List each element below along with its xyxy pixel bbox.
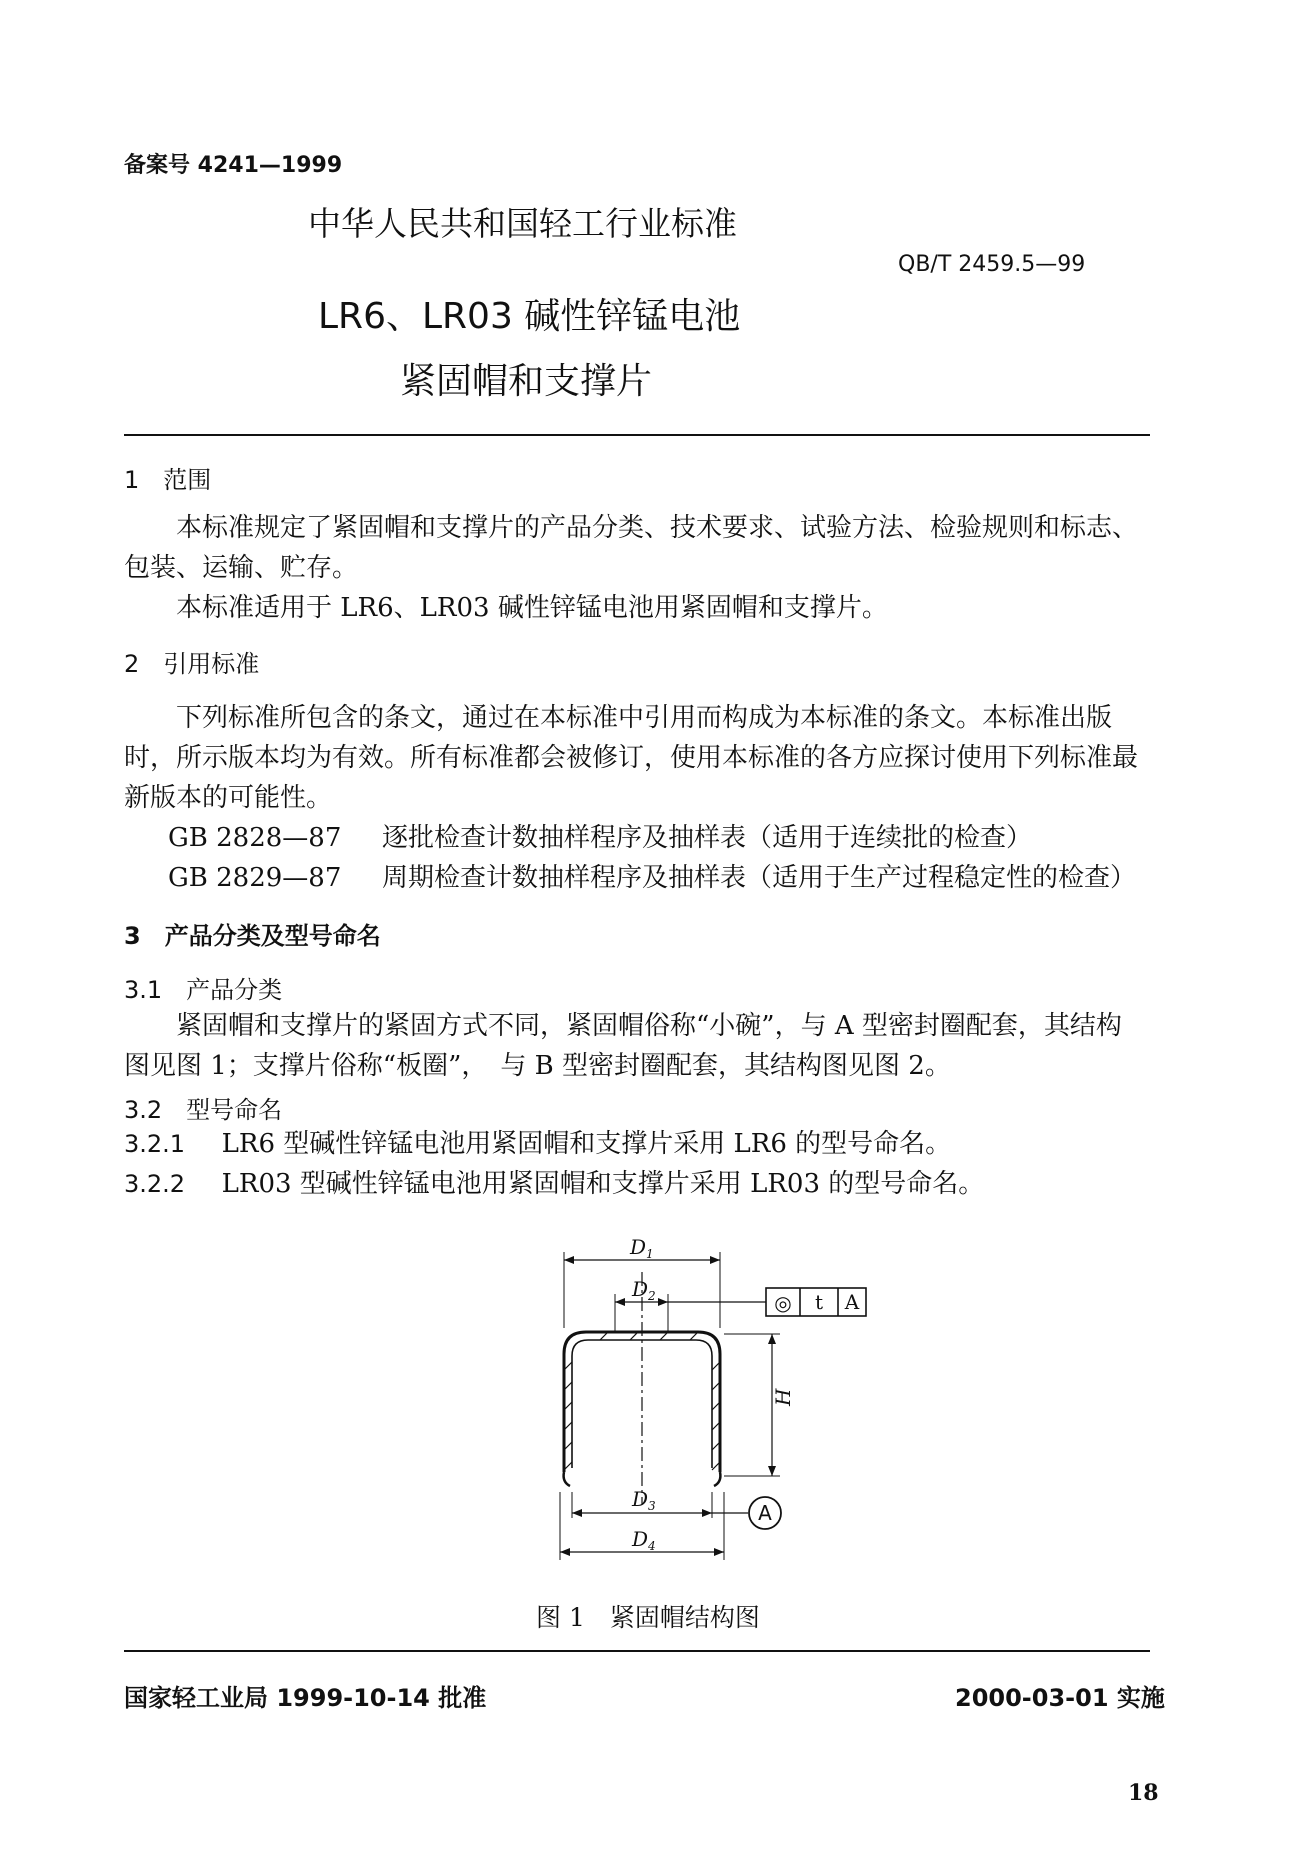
tolerance-datum: A (844, 1290, 860, 1314)
tolerance-symbol: ◎ (774, 1291, 792, 1315)
effective-date: 2000-03-01 实施 (955, 1684, 1165, 1712)
clause-number: 3.2.1 (124, 1130, 186, 1158)
approval-date: 国家轻工业局 1999-10-14 批准 (124, 1684, 487, 1712)
section-3-1-line1: 紧固帽和支撑片的紧固方式不同，紧固帽俗称“小碗”，与 A 型密封圈配套，其结构 (176, 1011, 1122, 1041)
clause-text: LR6 型碱性锌锰电池用紧固帽和支撑片采用 LR6 的型号命名。 (221, 1129, 952, 1159)
tolerance-value: t (814, 1290, 824, 1314)
org-title: 中华人民共和国轻工行业标准 (308, 204, 737, 243)
reference-code: GB 2828—87 (168, 823, 342, 853)
section-3-heading: 3 产品分类及型号命名 (124, 922, 381, 950)
clause-text: LR03 型碱性锌锰电池用紧固帽和支撑片采用 LR03 的型号命名。 (221, 1169, 985, 1199)
section-3-1-heading: 3.1 产品分类 (124, 976, 283, 1004)
header-rule (124, 434, 1150, 436)
doc-title-line1: LR6、LR03 碱性锌锰电池 (318, 296, 741, 337)
section-2-heading: 2 引用标准 (124, 650, 260, 678)
section-2-p1-line1: 下列标准所包含的条文，通过在本标准中引用而构成为本标准的条文。本标准出版 (176, 703, 1113, 733)
filing-number: 备案号 4241—1999 (124, 153, 343, 178)
dim-h-label: H (771, 1388, 795, 1406)
reference-code: GB 2829—87 (168, 863, 342, 893)
doc-title-line2: 紧固帽和支撑片 (400, 361, 653, 402)
reference-title: 周期检查计数抽样程序及抽样表（适用于生产过程稳定性的检查） (381, 863, 1136, 893)
dim-d2-label: $D_2$ (632, 1277, 656, 1303)
datum-label: A (758, 1501, 772, 1525)
reference-title: 逐批检查计数抽样程序及抽样表（适用于连续批的检查） (381, 823, 1032, 853)
clause-number: 3.2.2 (124, 1170, 186, 1198)
reference-item (168, 858, 1136, 898)
dim-d1-label: $D_1$ (630, 1235, 654, 1261)
section-3-2-2 (124, 1164, 984, 1204)
section-1-heading: 1 范围 (124, 466, 212, 494)
standard-number: QB/T 2459.5—99 (898, 252, 1086, 277)
section-1-p1-line1: 本标准规定了紧固帽和支撑片的产品分类、技术要求、试验方法、检验规则和标志、 (176, 513, 1139, 543)
section-1-p1-line2: 包装、运输、贮存。 (124, 553, 359, 583)
section-2-p1-line3: 新版本的可能性。 (124, 783, 333, 813)
figure-1-caption: 图 1 紧固帽结构图 (536, 1603, 760, 1632)
section-3-2-1 (124, 1124, 951, 1164)
dim-d3-label: $D_3$ (632, 1487, 656, 1513)
reference-item (168, 818, 1032, 858)
section-3-1-line2: 图见图 1；支撑片俗称“板圈”， 与 B 型密封圈配套，其结构图见图 2。 (124, 1051, 951, 1081)
footer-rule (124, 1650, 1150, 1652)
section-2-p1-line2: 时，所示版本均为有效。所有标准都会被修订，使用本标准的各方应探讨使用下列标准最 (124, 743, 1139, 773)
section-3-2-heading: 3.2 型号命名 (124, 1096, 283, 1124)
page-number: 18 (1128, 1780, 1159, 1806)
dim-d4-label: $D_4$ (632, 1527, 656, 1553)
section-1-p2: 本标准适用于 LR6、LR03 碱性锌锰电池用紧固帽和支撑片。 (176, 593, 888, 623)
figure-1-drawing (540, 1230, 880, 1570)
